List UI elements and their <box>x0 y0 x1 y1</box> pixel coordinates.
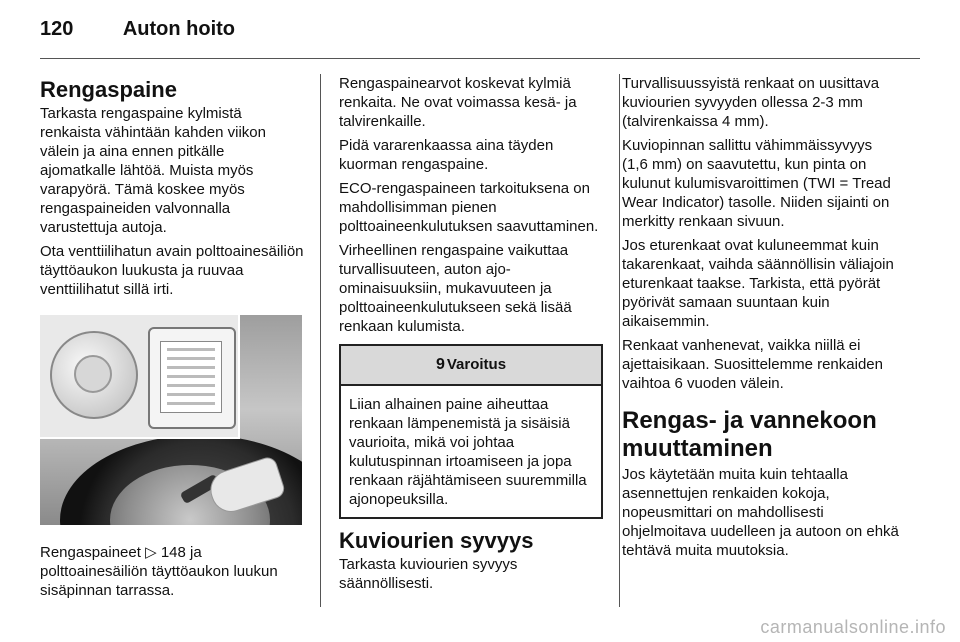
warning-box <box>339 344 603 519</box>
paragraph: Tarkasta rengaspaine kylmistä renkaista vähintään kahden viikon välein ja aina ennen pitkälle ajomatkalle lähtöä. Muista myös varapyörä. Tämä koskee myös rengaspaineiden valvonnalla varustettuja autoja. <box>40 105 266 236</box>
column-3 <box>622 74 902 565</box>
figure-caption: Rengaspaineet ▷ 148 ja polttoainesäiliön täyttöaukon luukun sisäpinnan tarrassa. <box>40 544 278 599</box>
fuel-cap-illustration <box>74 355 112 393</box>
paragraph: Turvallisuussyistä renkaat on uusittava kuviourien syvyyden ollessa 2-3 mm (talvirenkaissa 4 mm). <box>622 75 880 130</box>
paragraph: Jos käytetään muita kuin tehtaalla asennettujen renkaiden kokoja, nopeusmittari on mahdollisesti ohjelmoitava uudelleen ja autoon on ehkä tehtävä muita muutoksia. <box>622 466 899 559</box>
header-rule <box>40 58 920 59</box>
column-divider-2 <box>619 74 620 607</box>
warning-icon: 9 <box>435 356 445 373</box>
page-number: 120 <box>40 18 74 40</box>
pressure-label-sticker <box>160 341 222 413</box>
paragraph: ECO-rengaspaineen tarkoituksena on mahdollisimman pienen polttoaineenkulutuksen saavuttaminen. <box>339 180 599 235</box>
paragraph: Renkaat vanhenevat, vaikka niillä ei ajettaisikaan. Suosittelemme renkaiden vaihtoa 6 vuoden välein. <box>622 337 883 392</box>
paragraph: Kuviopinnan sallittu vähimmäissyvyys (1,6 mm) on saavutettu, kun pinta on kulunut kulumisvaroittimen (TWI = Tread Wear Indicator) tasolle. Niiden sijainti on merkitty renkaan sivuun. <box>622 137 891 230</box>
warning-text: Liian alhainen paine aiheuttaa renkaan lämpenemistä ja sisäisiä vaurioita, mikä voi johtaa kulutuspinnan irtoamiseen ja jopa renkaan räjähtämiseen suuremmilla ajonopeuksilla. <box>349 396 587 508</box>
paragraph: Virheellinen rengaspaine vaikuttaa turvallisuuteen, auton ajo-ominaisuuksiin, mukavuuteen ja polttoaineenkulutukseen sekä lisää renkaan kulumista. <box>339 242 572 335</box>
fuel-door-inset <box>40 315 240 439</box>
paragraph: Ota venttiilihatun avain polttoainesäiliön täyttöaukon luukusta ja ruuvaa venttiilihatut sillä irti. <box>40 243 304 298</box>
paragraph: Jos eturenkaat ovat kuluneemmat kuin takarenkaat, vaihda säännöllisin väliajoin eturenkaat taakse. Tarkista, että pyörät pyörivät samaan suuntaan kuin aikaisemmin. <box>622 237 894 330</box>
paragraph: Tarkasta kuviourien syvyys säännöllisesti. <box>339 556 518 592</box>
page-header <box>40 18 235 41</box>
heading-rengas-ja-vannekoon-muuttaminen: Rengas- ja vannekoon muuttaminen <box>622 407 877 462</box>
paragraph: Rengaspainearvot koskevat kylmiä renkaita. Ne ovat voimassa kesä- ja talvirenkaille. <box>339 75 577 130</box>
watermark-text: carmanualsonline.info <box>760 617 946 637</box>
section-title: Auton hoito <box>122 18 236 40</box>
column-divider-1 <box>320 74 321 607</box>
heading-rengaspaine: Rengaspaine <box>40 77 177 102</box>
cross-reference-arrow-icon[interactable]: ▷ <box>145 544 157 561</box>
warning-title: Varoitus <box>446 356 507 373</box>
column-1 <box>40 74 304 605</box>
paragraph: Pidä vararenkaassa aina täyden kuorman rengaspaine. <box>339 137 554 173</box>
heading-kuviourien-syvyys: Kuviourien syvyys <box>339 528 534 553</box>
column-2 <box>339 74 603 598</box>
tire-pressure-illustration <box>40 315 302 525</box>
warning-header <box>341 346 601 386</box>
